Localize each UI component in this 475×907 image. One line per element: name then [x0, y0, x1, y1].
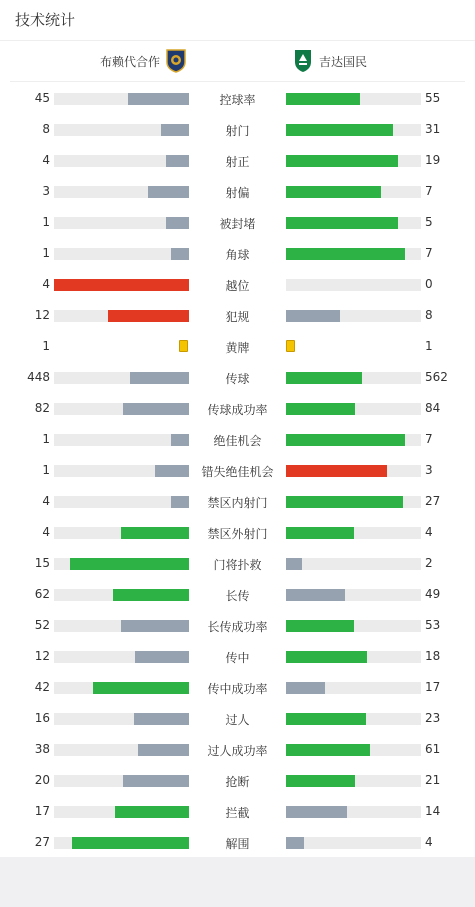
home-stat-value: 38: [34, 742, 50, 756]
home-stat-bar-fill: [113, 589, 189, 601]
home-stat-bar-fill: [171, 434, 189, 446]
home-stat-bar: [54, 310, 189, 322]
home-stat-bar: [54, 248, 189, 260]
home-stat-value: 27: [34, 835, 50, 849]
stat-label: 传中: [225, 651, 250, 665]
away-stat-value: 7: [425, 184, 433, 198]
home-stat-value: 17: [34, 804, 50, 818]
home-stat-value: 4: [42, 525, 50, 539]
home-stat-bar-fill: [130, 372, 189, 384]
home-stat-bar-fill: [123, 775, 189, 787]
stat-row: [0, 672, 475, 703]
home-stat-bar: [54, 558, 189, 570]
away-stat-bar: [286, 713, 421, 725]
away-stat-value: 562: [425, 370, 448, 384]
stat-row: [0, 362, 475, 393]
away-stat-bar: [286, 279, 421, 291]
away-stat-bar-fill: [286, 124, 393, 136]
home-stat-value: 3: [42, 184, 50, 198]
home-stat-value: 4: [42, 277, 50, 291]
away-stat-bar: [286, 310, 421, 322]
yellow-card-icon: [286, 340, 295, 352]
away-stat-bar-fill: [286, 217, 398, 229]
home-stat-bar-fill: [54, 279, 189, 291]
away-stat-bar: [286, 403, 421, 415]
stat-row: [0, 207, 475, 238]
home-stat-bar: [54, 217, 189, 229]
away-stat-bar: [286, 124, 421, 136]
away-stat-value: 19: [425, 153, 441, 167]
away-stat-bar: [286, 93, 421, 105]
home-stat-bar-fill: [138, 744, 189, 756]
stat-label: 长传: [225, 589, 250, 603]
away-stat-bar-fill: [286, 837, 304, 849]
away-stat-value: 4: [425, 835, 433, 849]
away-stat-bar: [286, 806, 421, 818]
away-stat-bar: [286, 620, 421, 632]
away-stat-bar-fill: [286, 155, 398, 167]
away-stat-value: 14: [425, 804, 441, 818]
stat-row: [0, 517, 475, 548]
away-stat-bar-fill: [286, 527, 354, 539]
away-stat-value: 23: [425, 711, 441, 725]
away-stat-bar-fill: [286, 713, 366, 725]
away-stat-value: 27: [425, 494, 441, 508]
stat-label: 禁区外射门: [207, 527, 268, 541]
away-stat-value: 7: [425, 432, 433, 446]
stat-label: 抢断: [225, 775, 250, 789]
away-stat-value: 17: [425, 680, 441, 694]
home-stat-value: 1: [42, 215, 50, 229]
home-stat-bar: [54, 372, 189, 384]
home-stat-value: 4: [42, 153, 50, 167]
away-stat-value: 3: [425, 463, 433, 477]
stat-label: 越位: [225, 279, 250, 293]
stat-label: 门将扑救: [213, 558, 262, 572]
home-stat-bar: [54, 124, 189, 136]
away-team-name: 吉达国民: [319, 54, 368, 69]
home-stat-bar-fill: [166, 155, 189, 167]
away-stat-bar-fill: [286, 372, 362, 384]
yellow-card-icon: [179, 340, 188, 352]
away-stat-bar-fill: [286, 682, 325, 694]
away-stat-bar-fill: [286, 558, 302, 570]
away-stat-bar-fill: [286, 434, 405, 446]
home-stat-value: 1: [42, 246, 50, 260]
home-stat-value: 1: [42, 339, 50, 353]
home-stat-value: 448: [27, 370, 50, 384]
stat-row: [0, 269, 475, 300]
home-stat-value: 52: [34, 618, 50, 632]
home-stat-bar: [54, 651, 189, 663]
away-stat-bar: [286, 558, 421, 570]
stat-label: 射门: [225, 124, 250, 138]
home-stat-bar: [54, 403, 189, 415]
stat-label: 射偏: [225, 186, 250, 200]
stat-row: [0, 176, 475, 207]
away-stat-bar-fill: [286, 744, 370, 756]
stat-label: 过人成功率: [207, 744, 268, 758]
away-stat-value: 53: [425, 618, 441, 632]
away-club-crest-icon: [292, 49, 314, 73]
stat-label: 禁区内射门: [207, 496, 268, 510]
home-team-name: 布赖代合作: [99, 54, 160, 69]
stat-row: [0, 455, 475, 486]
stats-list: [0, 82, 475, 858]
away-stat-bar-fill: [286, 775, 355, 787]
home-stat-bar: [54, 744, 189, 756]
home-stat-bar-fill: [108, 310, 189, 322]
home-stat-bar: [54, 837, 189, 849]
home-stat-bar: [54, 682, 189, 694]
home-stat-value: 15: [34, 556, 50, 570]
stat-row: [0, 300, 475, 331]
away-stat-bar: [286, 837, 421, 849]
away-stat-bar-fill: [286, 589, 345, 601]
home-stat-bar-fill: [148, 186, 189, 198]
home-stat-value: 16: [34, 711, 50, 725]
away-stat-value: 31: [425, 122, 441, 136]
away-stat-value: 49: [425, 587, 441, 601]
home-stat-value: 82: [34, 401, 50, 415]
home-stat-value: 1: [42, 432, 50, 446]
away-stat-bar: [286, 775, 421, 787]
away-team[interactable]: [292, 49, 367, 73]
away-stat-bar: [286, 155, 421, 167]
home-stat-bar-fill: [161, 124, 189, 136]
away-stat-bar-fill: [286, 496, 403, 508]
home-stat-bar: [54, 155, 189, 167]
away-stat-bar: [286, 186, 421, 198]
stat-label: 传球: [225, 372, 250, 386]
stat-label: 错失绝佳机会: [201, 465, 274, 479]
home-stat-value: 45: [34, 91, 50, 105]
home-stat-value: 8: [42, 122, 50, 136]
home-stat-value: 62: [34, 587, 50, 601]
stat-label: 射正: [225, 155, 250, 169]
away-stat-bar-fill: [286, 93, 360, 105]
away-stat-value: 4: [425, 525, 433, 539]
stat-label: 黄牌: [225, 341, 250, 355]
home-stat-value: 12: [34, 649, 50, 663]
stat-row: [0, 796, 475, 827]
home-stat-value: 42: [34, 680, 50, 694]
home-stat-bar-fill: [115, 806, 189, 818]
away-stat-value: 7: [425, 246, 433, 260]
stat-label: 传中成功率: [207, 682, 268, 696]
stat-row: [0, 641, 475, 672]
away-stat-bar-fill: [286, 310, 340, 322]
home-stat-bar: [54, 713, 189, 725]
away-stat-bar-fill: [286, 465, 387, 477]
stat-label: 绝佳机会: [213, 434, 262, 448]
home-stat-value: 20: [34, 773, 50, 787]
home-stat-bar: [54, 806, 189, 818]
stat-row: [0, 331, 475, 362]
away-stat-bar: [286, 682, 421, 694]
home-stat-bar: [54, 186, 189, 198]
stat-row: [0, 579, 475, 610]
stat-row: [0, 145, 475, 176]
away-stat-bar-fill: [286, 186, 381, 198]
stat-row: [0, 610, 475, 641]
away-stat-value: 1: [425, 339, 433, 353]
home-stat-bar-fill: [70, 558, 189, 570]
home-stat-bar-fill: [155, 465, 189, 477]
home-team[interactable]: [100, 49, 187, 73]
home-stat-bar-fill: [121, 527, 189, 539]
away-stat-bar-fill: [286, 651, 367, 663]
away-stat-bar: [286, 434, 421, 446]
stat-row: [0, 827, 475, 858]
away-stat-value: 5: [425, 215, 433, 229]
home-club-crest-icon: [165, 49, 187, 73]
section-title: 技术统计: [0, 0, 475, 41]
away-stat-bar: [286, 248, 421, 260]
stat-row: [0, 765, 475, 796]
away-stat-bar: [286, 372, 421, 384]
stat-label: 长传成功率: [207, 620, 268, 634]
home-stat-bar: [54, 620, 189, 632]
away-stat-value: 18: [425, 649, 441, 663]
stat-row: [0, 548, 475, 579]
away-stat-bar: [286, 496, 421, 508]
away-stat-value: 8: [425, 308, 433, 322]
home-stat-bar-fill: [123, 403, 189, 415]
away-stat-bar: [286, 527, 421, 539]
away-stat-bar: [286, 589, 421, 601]
away-stat-bar-fill: [286, 248, 405, 260]
home-stat-bar-fill: [128, 93, 189, 105]
home-stat-bar-fill: [72, 837, 189, 849]
home-stat-bar: [54, 527, 189, 539]
stat-row: [0, 83, 475, 114]
away-stat-value: 21: [425, 773, 441, 787]
teams-header: [10, 41, 465, 82]
away-stat-value: 2: [425, 556, 433, 570]
stat-label: 拦截: [225, 806, 250, 820]
away-stat-value: 84: [425, 401, 441, 415]
away-stat-bar-fill: [286, 806, 347, 818]
home-stat-bar-fill: [134, 713, 189, 725]
stat-row: [0, 734, 475, 765]
home-stat-bar: [54, 93, 189, 105]
away-stat-bar: [286, 744, 421, 756]
away-stat-bar: [286, 465, 421, 477]
away-stat-value: 61: [425, 742, 441, 756]
stat-row: [0, 238, 475, 269]
home-stat-bar-fill: [135, 651, 189, 663]
home-stat-bar-fill: [166, 217, 189, 229]
home-stat-bar: [54, 279, 189, 291]
away-stat-bar-fill: [286, 620, 354, 632]
away-stat-bar: [286, 651, 421, 663]
away-stat-value: 0: [425, 277, 433, 291]
home-stat-bar: [54, 434, 189, 446]
stat-row: [0, 486, 475, 517]
home-stat-bar-fill: [121, 620, 189, 632]
home-stat-bar-fill: [171, 496, 189, 508]
stat-row: [0, 393, 475, 424]
stat-row: [0, 424, 475, 455]
stat-label: 犯规: [225, 310, 250, 324]
stat-label: 被封堵: [219, 217, 256, 231]
stat-label: 解围: [225, 837, 250, 851]
home-stat-bar: [54, 465, 189, 477]
home-stat-bar-fill: [93, 682, 189, 694]
away-stat-bar: [286, 217, 421, 229]
away-stat-bar-fill: [286, 403, 355, 415]
stat-label: 传球成功率: [207, 403, 268, 417]
home-stat-value: 4: [42, 494, 50, 508]
home-stat-bar: [54, 496, 189, 508]
stat-label: 过人: [225, 713, 250, 727]
stat-label: 角球: [225, 248, 250, 262]
stat-row: [0, 703, 475, 734]
home-stat-value: 12: [34, 308, 50, 322]
away-stat-value: 55: [425, 91, 441, 105]
stat-row: [0, 114, 475, 145]
home-stat-bar: [54, 775, 189, 787]
stat-label: 控球率: [219, 93, 256, 107]
home-stat-bar: [54, 589, 189, 601]
home-stat-bar-fill: [171, 248, 189, 260]
home-stat-value: 1: [42, 463, 50, 477]
